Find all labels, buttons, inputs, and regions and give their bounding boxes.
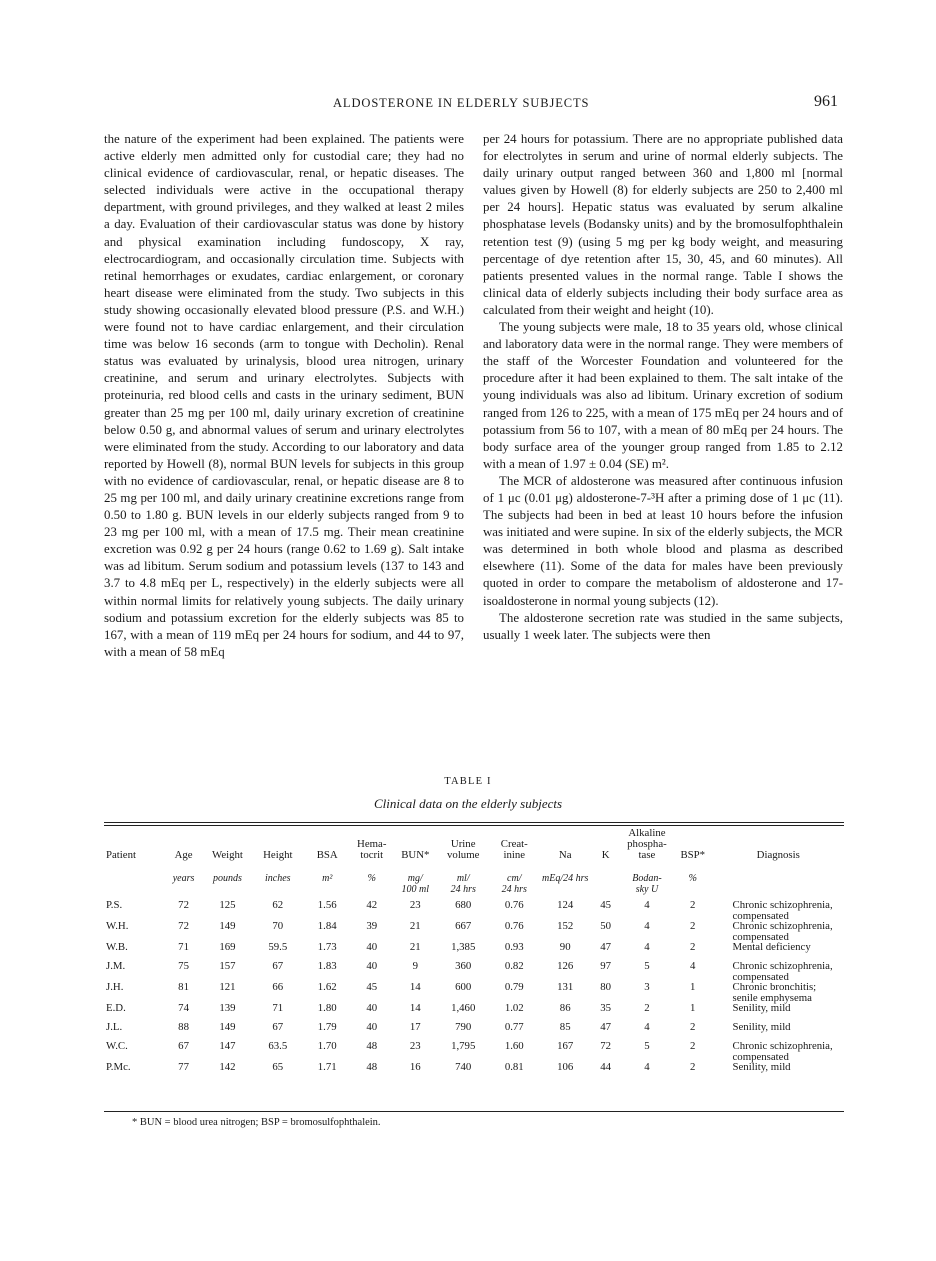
table-cell: 70 (272, 920, 284, 932)
table-cell: 2 (644, 1002, 650, 1014)
column-header: BUN* (401, 849, 430, 861)
table-cell: 47 (600, 941, 612, 953)
table-cell: 67 (272, 1021, 284, 1033)
table-cell: 1,795 (451, 1040, 476, 1052)
table-cell: 23 (409, 899, 421, 911)
table-cell: E.D. (106, 1002, 126, 1014)
table-cell: 45 (600, 899, 612, 911)
table-cell: 3 (644, 981, 650, 993)
table-cell: 0.76 (504, 899, 524, 911)
unit-cell: years (172, 873, 195, 884)
right-column (483, 131, 843, 644)
table-row (104, 942, 844, 961)
table-cell: 149 (219, 1021, 236, 1033)
table-cell: 86 (559, 1002, 571, 1014)
unit-cell: m² (322, 873, 333, 884)
paragraph: the nature of the experiment had been explained. The patients were active elderly men admitted only for custodial care; they had no clinical evidence of cardiovascular, renal, or hepatic diseases. The selected individuals were active in the occupational therapy department, with ground privileges, and they walked at least 2 miles a day. Evaluation of their cardiovascular status was done by history and physical examination including fundoscopy, X ray, electrocardiogram, and occasionally circulation time. Subjects with retinal hemorrhages or exudates, cardiac enlargement, or coronary heart disease were eliminated from the study. Two subjects in this study showing occasionally elevated blood pressure (P.S. and W.H.) were found not to have cardiac enlargement, and their circulation time was below 16 seconds (arm to tongue with Decholin). Renal status was evaluated by urinalysis, blood urea nitrogen, urinary creatinine, and serum and urinary electrolytes. Subjects with proteinuria, red blood cells and casts in the urinary sediment, BUN greater than 25 mg per 100 ml, daily urinary excretion of creatinine below 0.50 g, and abnormal values of serum and urinary electrolytes were eliminated from the study. According to our laboratory and data reported by Howell (8), normal BUN levels for subjects in this group with no evidence of cardiovascular, renal, or hepatic disease are 8 to 25 mg per 100 ml, and daily urinary creatinine excretions range from 0.50 to 1.80 g. BUN levels in our elderly subjects ranged from 9 to 23 mg per 100 ml, with a mean of 17.5 mg. Their mean creatinine excretion was 0.92 g per 24 hours (range 0.62 to 1.69 g). Salt intake was ad libitum. Serum sodium and potassium levels (137 to 143 and 3.7 to 4.8 mEq per L, respectively) in the elderly subjects were all within normal limits for relatively young subjects. The daily urinary sodium and potassium excretion for the elderly subjects was 85 to 167, with a mean of 119 mEq per 24 hours for sodium, and 44 to 97, with a mean of 58 mEq (104, 132, 464, 659)
unit-cell: ml/ 24 hrs (450, 873, 476, 895)
table-cell: 35 (600, 1002, 612, 1014)
table-cell: 4 (644, 1061, 650, 1073)
unit-cell: mg/ 100 ml (401, 873, 430, 895)
table-cell: 1,460 (451, 1002, 476, 1014)
table-cell: 80 (600, 981, 612, 993)
table-bottom-rule (104, 1111, 844, 1112)
page-number: 961 (814, 93, 838, 110)
table-cell: 2 (690, 1040, 696, 1052)
table-cell: 126 (557, 960, 574, 972)
table-cell: 63.5 (268, 1040, 288, 1052)
table-cell: Chronic schizophrenia, compensated (732, 899, 833, 922)
column-header: Alkaline phospha- tase (627, 827, 667, 861)
units-row (104, 866, 844, 900)
table-cell: 2 (690, 920, 696, 932)
table-cell: 149 (219, 920, 236, 932)
table-cell: Mental deficiency (732, 941, 811, 953)
table-cell: 169 (219, 941, 236, 953)
table-cell: 2 (690, 1021, 696, 1033)
table-cell: Chronic schizophrenia, compensated (732, 1040, 833, 1063)
table-cell: 17 (409, 1021, 421, 1033)
table-cell: 81 (178, 981, 189, 993)
table-cell: Senility, mild (732, 1002, 791, 1014)
column-header: Urine volume (447, 838, 480, 861)
table-cell: 1.70 (317, 1040, 337, 1052)
table-cell: 71 (178, 941, 189, 953)
table-cell: 16 (409, 1061, 421, 1073)
table-cell: 47 (600, 1021, 612, 1033)
table-cell: 66 (272, 981, 284, 993)
table-cell: 1 (690, 1002, 696, 1014)
table-cell: 4 (644, 920, 650, 932)
table-cell: 72 (600, 1040, 612, 1052)
table-cell: 121 (219, 981, 236, 993)
table-cell: 72 (178, 920, 189, 932)
table-cell: 152 (557, 920, 574, 932)
unit-cell (713, 866, 845, 900)
table-cell: 77 (178, 1061, 189, 1073)
column-header: K (601, 849, 610, 861)
table-cell: Chronic schizophrenia, compensated (732, 960, 833, 983)
table-row (104, 982, 844, 1003)
unit-cell: pounds (213, 873, 242, 884)
table-cell: W.C. (106, 1040, 128, 1052)
table-label: TABLE I (444, 776, 492, 787)
table-row (104, 1022, 844, 1041)
column-header: Diagnosis (756, 849, 800, 861)
table-caption: Clinical data on the elderly subjects (373, 796, 563, 811)
table-cell: 14 (409, 981, 421, 993)
table-cell: 4 (644, 1021, 650, 1033)
table-cell: P.Mc. (106, 1061, 131, 1073)
table-cell: 23 (409, 1040, 421, 1052)
table-cell: 0.93 (504, 941, 524, 953)
table-cell: 1.60 (504, 1040, 524, 1052)
table-cell: 167 (557, 1040, 574, 1052)
table-cell: Chronic schizophrenia, compensated (732, 920, 833, 943)
table-cell: 44 (600, 1061, 612, 1073)
table-cell: 1.62 (317, 981, 337, 993)
unit-cell: inches (265, 873, 291, 884)
table-cell: 5 (644, 1040, 650, 1052)
table-cell: J.L. (106, 1021, 123, 1033)
unit-cell: Bodan- sky U (632, 873, 662, 895)
table-cell: 1 (690, 981, 696, 993)
table-cell: 2 (690, 899, 696, 911)
table-cell: 2 (690, 1061, 696, 1073)
table-cell: 667 (455, 920, 472, 932)
table-cell: J.M. (106, 960, 126, 972)
table-cell: 21 (409, 920, 421, 932)
unit-cell: mEq/24 hrs (542, 873, 589, 884)
column-header: Creat- inine (500, 838, 528, 861)
table-cell: 125 (219, 899, 236, 911)
table-cell: 0.82 (504, 960, 524, 972)
column-header: Na (558, 849, 572, 861)
table-cell: Chronic bronchitis; senile emphysema (732, 981, 817, 1004)
table-cell: 1.73 (317, 941, 337, 953)
table-row (104, 1003, 844, 1022)
table-cell: 67 (178, 1040, 189, 1052)
table-cell: 1.02 (504, 1002, 524, 1014)
table-top-rule (104, 822, 844, 823)
table-cell: 1.79 (317, 1021, 337, 1033)
table-cell: 1.80 (317, 1002, 337, 1014)
table-cell: P.S. (106, 899, 123, 911)
table-header-row (104, 828, 844, 866)
column-header: BSA (316, 849, 338, 861)
table-cell: 40 (366, 1021, 378, 1033)
table-row (104, 1062, 844, 1081)
paragraph: The young subjects were male, 18 to 35 years old, whose clinical and laboratory data were in the normal range. They were members of the staff of the Worcester Foundation and volunteered for the procedure after it had been explained to them. The salt intake of the young individuals was also ad libitum. Urinary excretion of sodium ranged from 126 to 225, with a mean of 175 mEq per 24 hours and of potassium from 56 to 107, with a mean of 80 mEq per 24 hours. The body surface area of the younger group ranged from 1.85 to 2.12 with a mean of 1.97 ± 0.04 (SE) m². (483, 320, 843, 471)
table-cell: 360 (455, 960, 472, 972)
running-head-title: ALDOSTERONE IN ELDERLY SUBJECTS (333, 96, 590, 110)
table-cell: 62 (272, 899, 284, 911)
table-cell: 4 (644, 941, 650, 953)
table-cell: 740 (455, 1061, 472, 1073)
paragraph: The MCR of aldosterone was measured after continuous infusion of 1 μc (0.01 μg) aldosterone-7-³H after a priming dose of 1 μc (11). The subjects had been in bed at least 10 hours before the infusion was initiated and were supine. In six of the elderly subjects, the MCR was determined in both whole blood and plasma as described elsewhere (11). Some of the data for males have been previously quoted in order to compare the metabolism of aldosterone and 17-isoaldosterone in normal young subjects (12). (483, 473, 843, 608)
column-header: Height (263, 849, 293, 861)
table-row (104, 921, 844, 942)
unit-cell (104, 866, 164, 900)
table-cell: 40 (366, 941, 378, 953)
table-cell: 90 (559, 941, 571, 953)
column-header: Patient (106, 849, 136, 861)
table-cell: 0.81 (504, 1061, 524, 1073)
paragraph: per 24 hours for potassium. There are no appropriate published data for electrolytes in serum and urine of normal elderly subjects. The daily urinary output ranged between 360 and 1,800 ml [normal values given by Howell (8) for elderly subjects are 250 to 2,400 ml per 24 hours]. Hepatic status was evaluated by serum alkaline phosphatase levels (Bodansky units) and by the bromosulfophthalein retention test (9) (using 5 mg per kg body weight, and measuring percentage of dye retention after 15, 30, 45, and 60 minutes). All patients presented values in the normal range. Table I shows the clinical data of elderly subjects including their body surface area as calculated from their weight and height (10). (483, 132, 843, 317)
table-cell: 147 (219, 1040, 236, 1052)
table-cell: Senility, mild (732, 1021, 791, 1033)
table-cell: 48 (366, 1061, 378, 1073)
table-cell: 790 (455, 1021, 472, 1033)
table-cell: 1.84 (317, 920, 337, 932)
column-header: Weight (212, 849, 243, 861)
unit-cell: cm/ 24 hrs (501, 873, 527, 895)
running-head (0, 93, 936, 116)
table-cell: 39 (366, 920, 378, 932)
table-row (104, 1041, 844, 1062)
table-cell: 72 (178, 899, 189, 911)
column-header: Hema- tocrit (357, 838, 387, 861)
table-cell: 5 (644, 960, 650, 972)
table-cell: 9 (412, 960, 418, 972)
table-cell: 1.83 (317, 960, 337, 972)
table-cell: 42 (366, 899, 378, 911)
table-cell: Senility, mild (732, 1061, 791, 1073)
table-cell: 2 (690, 941, 696, 953)
table-cell: 45 (366, 981, 378, 993)
table-cell: 4 (690, 960, 696, 972)
table-cell: 139 (219, 1002, 236, 1014)
left-column (104, 131, 464, 661)
table-cell: 600 (455, 981, 472, 993)
table-cell: 97 (600, 960, 612, 972)
table-cell: 85 (559, 1021, 571, 1033)
table-cell: 131 (557, 981, 574, 993)
table-cell: 40 (366, 960, 378, 972)
table-cell: 88 (178, 1021, 189, 1033)
table-footnote: * BUN = blood urea nitrogen; BSP = bromosulfophthalein. (132, 1117, 381, 1128)
table-cell: 1.71 (317, 1061, 337, 1073)
table-cell: J.H. (106, 981, 124, 993)
unit-cell: % (688, 873, 697, 884)
table-cell: 680 (455, 899, 472, 911)
table-cell: 1,385 (451, 941, 476, 953)
table-cell: 0.76 (504, 920, 524, 932)
table-cell: 48 (366, 1040, 378, 1052)
table-row (104, 900, 844, 921)
unit-cell: % (367, 873, 376, 884)
table-cell: 4 (644, 899, 650, 911)
table-cell: 142 (219, 1061, 236, 1073)
table-cell: 40 (366, 1002, 378, 1014)
table-cell: 124 (557, 899, 574, 911)
table-cell: 157 (219, 960, 236, 972)
clinical-data-table (104, 828, 844, 1081)
table-cell: W.B. (106, 941, 128, 953)
column-header: Age (174, 849, 193, 861)
table-cell: 74 (178, 1002, 189, 1014)
table-cell: 75 (178, 960, 189, 972)
table-cell: 0.77 (504, 1021, 524, 1033)
table-cell: 65 (272, 1061, 284, 1073)
paragraph: The aldosterone secretion rate was studied in the same subjects, usually 1 week later. The subjects were then (483, 610, 843, 642)
table-cell: 21 (409, 941, 421, 953)
table-cell: 67 (272, 960, 284, 972)
table-cell: 71 (272, 1002, 284, 1014)
table-cell: W.H. (106, 920, 129, 932)
table-cell: 106 (557, 1061, 574, 1073)
table-cell: 14 (409, 1002, 421, 1014)
table-cell: 1.56 (317, 899, 337, 911)
table-cell: 50 (600, 920, 612, 932)
column-header: BSP* (680, 849, 706, 861)
unit-cell (590, 866, 620, 900)
table-top-rule (104, 825, 844, 826)
table-cell: 0.79 (504, 981, 524, 993)
table-cell: 59.5 (268, 941, 288, 953)
table-row (104, 961, 844, 982)
